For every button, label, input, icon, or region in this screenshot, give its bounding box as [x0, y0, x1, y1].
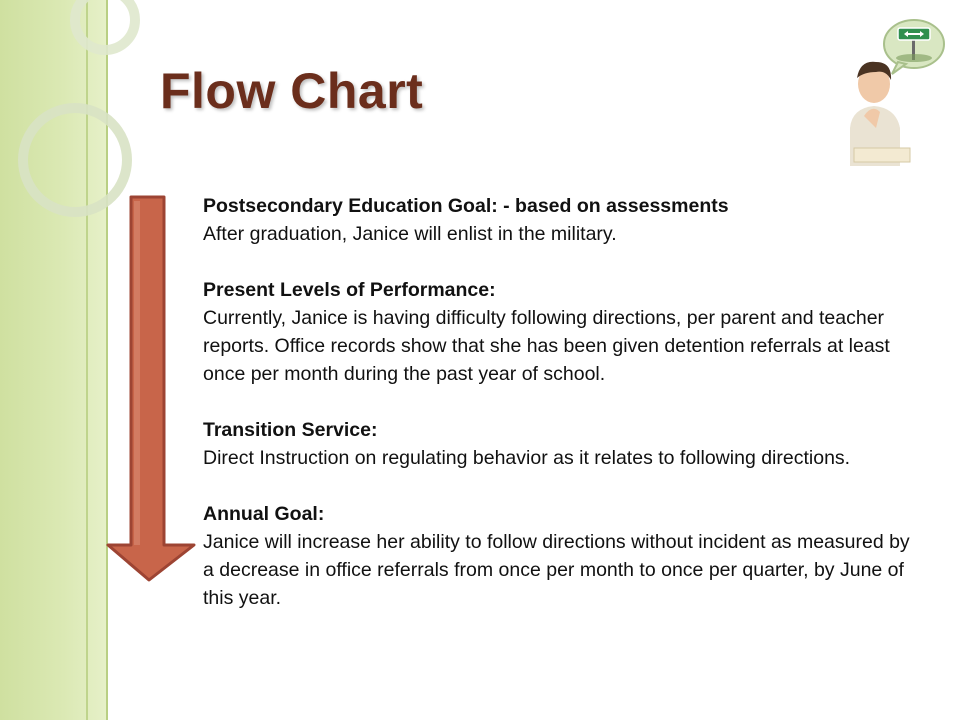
slide-content: [203, 192, 923, 612]
annual-goal-text: Janice will increase her ability to follow directions without incident as measured by a decrease in office referrals from once per month to once per quarter, by June of this year.: [203, 531, 910, 609]
down-arrow-icon: [104, 195, 199, 585]
person-thinking-illustration: [846, 16, 946, 166]
transition-service-text: Direct Instruction on regulating behavior as it relates to following directions.: [203, 447, 851, 469]
postsecondary-goal-heading: Postsecondary Education Goal: - based on assessments: [203, 195, 729, 217]
present-levels-heading: Present Levels of Performance:: [203, 279, 496, 301]
postsecondary-goal-text: After graduation, Janice will enlist in the military.: [203, 223, 617, 245]
present-levels-text: Currently, Janice is having difficulty following directions, per parent and teacher reports. Office records show that she has been given detention referrals at least once per month during the past year of school.: [203, 307, 890, 385]
annual-goal-heading: Annual Goal:: [203, 503, 325, 525]
slide-title: Flow Chart: [160, 63, 424, 119]
transition-service-heading: Transition Service:: [203, 419, 378, 441]
